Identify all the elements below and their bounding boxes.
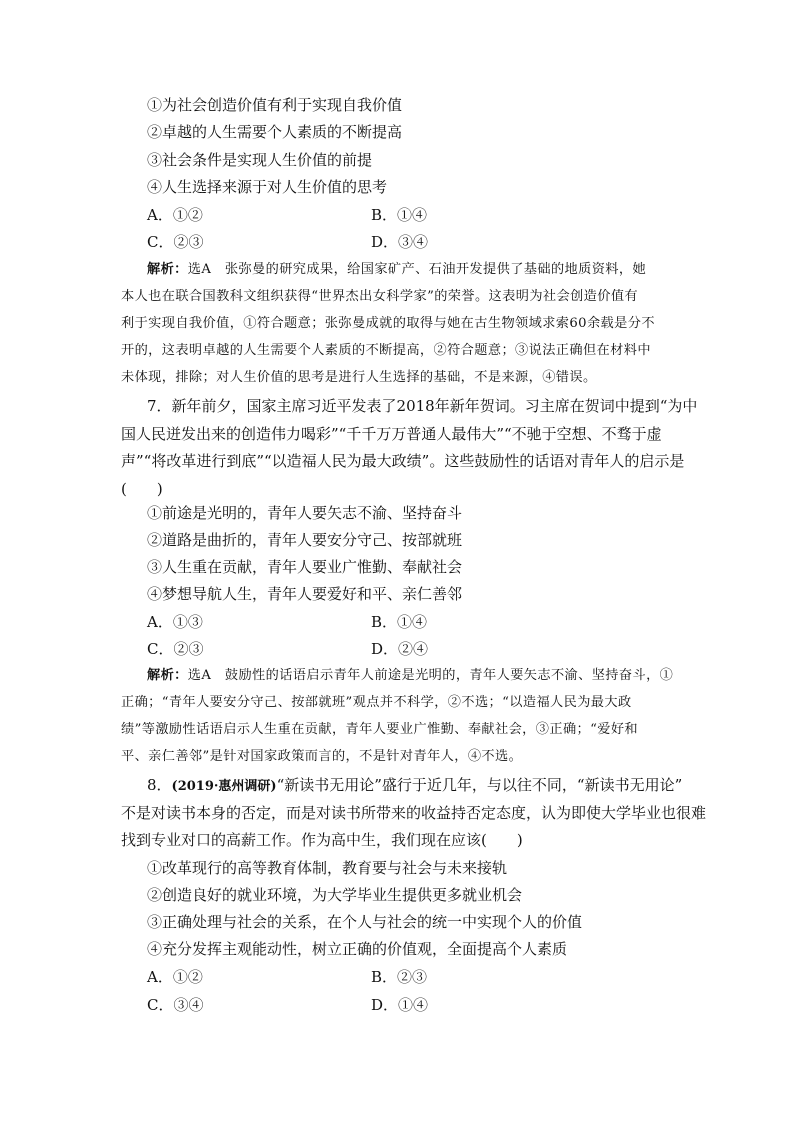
q8-stem-line-3: 找到专业对口的高薪工作。作为高中生，我们现在应该( ) bbox=[121, 831, 523, 849]
q6-analysis-line-1: 解析：选A 张弥曼的研究成果，给国家矿产、石油开发提供了基础的地质资料，她 bbox=[147, 262, 647, 277]
q6-analysis-label: 解析： bbox=[147, 262, 188, 277]
q7-option-a: A．①③ bbox=[147, 613, 203, 631]
q7-option-c: C．②③ bbox=[147, 640, 204, 658]
q6-option-d: D．③④ bbox=[371, 233, 429, 251]
q7-stem-line-1: 7．新年前夕，国家主席习近平发表了2018年新年贺词。习主席在贺词中提到“为中 bbox=[147, 397, 698, 415]
q7-statement-4: ④梦想导航人生，青年人要爱好和平、亲仁善邻 bbox=[147, 585, 463, 603]
q8-source: (2019·惠州调研) bbox=[171, 779, 277, 794]
q8-option-d: D．①④ bbox=[371, 996, 429, 1014]
q7-statement-3: ③人生重在贡献，青年人要业广惟勤、奉献社会 bbox=[147, 558, 463, 576]
q6-statement-1: ①为社会创造价值有利于实现自我价值 bbox=[147, 96, 403, 114]
q7-analysis-line-1: 解析：选A 鼓励性的话语启示青年人前途是光明的，青年人要矢志不渝、坚持奋斗，① bbox=[147, 668, 674, 683]
q8-stem-line-1: 8．(2019·惠州调研)“新读书无用论”盛行于近几年，与以往不同，“新读书无用论” bbox=[147, 776, 683, 794]
q6-analysis-line-2: 本人也在联合国教科文组织获得“世界杰出女科学家”的荣誉。这表明为社会创造价值有 bbox=[121, 289, 639, 304]
q7-statement-1: ①前途是光明的，青年人要矢志不渝、坚持奋斗 bbox=[147, 504, 463, 522]
q6-option-c: C．②③ bbox=[147, 233, 204, 251]
q7-stem-line-3: 声”“将改革进行到底”“以造福人民为最大政绩”。这些鼓励性的话语对青年人的启示是 bbox=[121, 452, 685, 470]
q8-stem-line-2: 不是对读书本身的否定，而是对读书所带来的收益持否定态度，认为即使大学毕业也很难 bbox=[121, 804, 707, 822]
q7-analysis-line-4: 平、亲仁善邻”是针对国家政策而言的，不是针对青年人，④不选。 bbox=[121, 749, 523, 764]
q8-option-a: A．①② bbox=[147, 968, 203, 986]
q7-analysis-line-3: 绩”等激励性话语启示人生重在贡献，青年人要业广惟勤、奉献社会，③正确；“爱好和 bbox=[121, 722, 639, 737]
q8-statement-1: ①改革现行的高等教育体制，教育要与社会与未来接轨 bbox=[147, 859, 508, 877]
q6-analysis-line-3: 利于实现自我价值，①符合题意；张弥曼成就的取得与她在古生物领域求索60余载是分不 bbox=[121, 316, 655, 331]
q6-analysis-line-4: 开的，这表明卓越的人生需要个人素质的不断提高，②符合题意；③说法正确但在材料中 bbox=[121, 343, 651, 358]
q6-statement-4: ④人生选择来源于对人生价值的思考 bbox=[147, 178, 388, 196]
q8-option-c: C．③④ bbox=[147, 996, 204, 1014]
q8-option-b: B．②③ bbox=[371, 968, 428, 986]
q7-stem-line-4: ( ) bbox=[121, 480, 163, 498]
q6-statement-2: ②卓越的人生需要个人素质的不断提高 bbox=[147, 123, 403, 141]
q8-statement-2: ②创造良好的就业环境，为大学毕业生提供更多就业机会 bbox=[147, 886, 523, 904]
q6-statement-3: ③社会条件是实现人生价值的前提 bbox=[147, 151, 373, 169]
q7-statement-2: ②道路是曲折的，青年人要安分守己、按部就班 bbox=[147, 531, 463, 549]
q7-stem-line-2: 国人民迸发出来的创造伟力喝彩”“千千万万普通人最伟大”“不驰于空想、不骛于虚 bbox=[121, 425, 662, 443]
q6-analysis-line-5: 未体现，排除；对人生价值的思考是进行人生选择的基础，不是来源，④错误。 bbox=[121, 370, 597, 385]
q6-option-a: A．①② bbox=[147, 206, 203, 224]
q7-analysis-label: 解析： bbox=[147, 668, 188, 683]
q7-option-d: D．②④ bbox=[371, 640, 429, 658]
q7-option-b: B．①④ bbox=[371, 613, 428, 631]
q6-option-b: B．①④ bbox=[371, 206, 428, 224]
q8-statement-4: ④充分发挥主观能动性，树立正确的价值观，全面提高个人素质 bbox=[147, 940, 568, 958]
q7-analysis-line-2: 正确；“青年人要安分守己、按部就班”观点并不科学，②不选；“以造福人民为最大政 bbox=[121, 695, 632, 710]
q8-statement-3: ③正确处理与社会的关系，在个人与社会的统一中实现个人的价值 bbox=[147, 913, 583, 931]
